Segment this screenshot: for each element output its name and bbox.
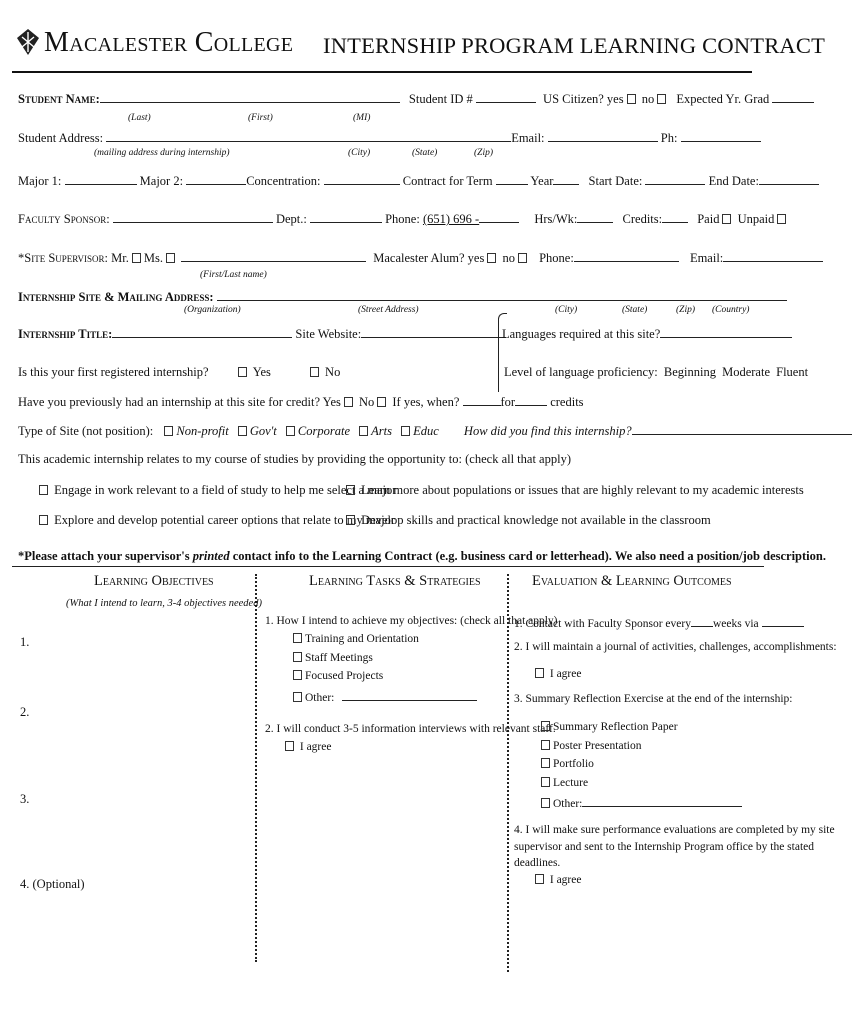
reflection-portfolio-label: Portfolio [553, 758, 594, 770]
objective-3[interactable]: 3. [20, 792, 30, 806]
website-label: Site Website: [295, 327, 362, 341]
nonprofit-checkbox[interactable] [164, 426, 173, 436]
attach-note-a: *Please attach your supervisor's [18, 549, 193, 563]
corporate-label: Corporate [297, 424, 351, 438]
credits-field[interactable] [662, 211, 688, 223]
reflection-lecture-checkbox[interactable] [541, 777, 550, 787]
address-field[interactable] [106, 130, 511, 142]
reflection-paper-checkbox[interactable] [541, 721, 550, 731]
task-staff-label: Staff Meetings [305, 652, 373, 664]
hint-mi: (MI) [353, 113, 371, 123]
tasks-agree[interactable] [282, 741, 331, 753]
grad-year-field[interactable] [772, 91, 814, 103]
proficiency-beginning[interactable]: Beginning [663, 365, 716, 379]
learning-objectives-heading: Learning Objectives [94, 573, 214, 589]
ph-label: Ph: [660, 131, 678, 145]
languages-label: Languages required at this site? [502, 327, 661, 341]
site-supervisor-label: *Site Supervisor: [18, 251, 109, 265]
hint-zip: (Zip) [474, 148, 493, 158]
eval-1-via: weeks via [712, 618, 759, 630]
reflection-poster[interactable] [538, 740, 641, 752]
eval-4 [514, 822, 835, 872]
opp-develop-checkbox[interactable] [346, 515, 355, 525]
eval-1-label: 1. Contact with Faculty Sponsor every [514, 618, 691, 630]
header-rule [12, 71, 752, 73]
hint-street: (Street Address) [358, 305, 419, 315]
college-crest-icon [16, 28, 40, 56]
task-other-field[interactable] [342, 689, 477, 701]
hint-site-state: (State) [622, 305, 648, 315]
column-divider-2 [507, 574, 509, 972]
hint-site-zip: (Zip) [676, 305, 695, 315]
internship-title-label: Internship Title: [18, 327, 113, 341]
languages-row [502, 326, 792, 342]
ms-label: Ms. [143, 251, 163, 265]
eval-4-agree-label: I agree [549, 874, 582, 886]
learning-tasks-heading: Learning Tasks & Strategies [309, 573, 481, 589]
nonprofit-label: Non-profit [176, 424, 229, 438]
site-address-field[interactable] [217, 289, 787, 301]
academic-statement: This academic internship relates to my course of studies by providing the opportunity to: (check all that apply) [18, 452, 571, 466]
arts-label: Arts [371, 424, 392, 438]
eval-2-agree-checkbox[interactable] [535, 668, 544, 678]
opp-develop[interactable] [343, 513, 711, 528]
opp-explore[interactable] [36, 513, 395, 528]
mr-label: Mr. [111, 251, 129, 265]
concentration-label: Concentration: [246, 174, 321, 188]
task-training-label: Training and Orientation [305, 633, 419, 645]
eval-via-field[interactable] [762, 615, 804, 627]
email-label: Email: [511, 131, 545, 145]
eval-2: 2. I will maintain a journal of activities, challenges, accomplishments: [514, 641, 837, 653]
reflection-paper[interactable] [538, 721, 678, 733]
objective-1[interactable]: 1. [20, 635, 30, 649]
task-other-label: Other: [305, 692, 335, 704]
unpaid-checkbox[interactable] [777, 214, 786, 224]
for-label: for [500, 395, 516, 409]
how-found-field[interactable] [632, 423, 852, 435]
previous-yes-checkbox[interactable] [344, 397, 353, 407]
hint-mailing: (mailing address during internship) [94, 148, 230, 158]
reflection-other-checkbox[interactable] [541, 798, 550, 808]
grad-year-label: Expected Yr. Grad [676, 92, 770, 106]
govt-checkbox[interactable] [238, 426, 247, 436]
task-projects-label: Focused Projects [305, 670, 384, 682]
first-internship-label: Is this your first registered internship? [18, 365, 209, 379]
alum-label: Macalester Alum? yes [373, 251, 485, 265]
first-internship-row [18, 365, 340, 380]
opp-engage-label: Engage in work relevant to a field of study to help me select a major [54, 483, 397, 497]
previous-internship-row [18, 394, 584, 410]
first-yes-checkbox[interactable] [238, 367, 247, 377]
reflection-portfolio[interactable] [538, 758, 594, 770]
supervisor-name-field[interactable] [181, 250, 366, 262]
reflection-other-field[interactable] [582, 795, 742, 807]
internship-title-row [18, 326, 506, 342]
first-yes-label: Yes [252, 365, 271, 379]
eval-2-agree[interactable] [532, 668, 581, 680]
reflection-lecture[interactable] [538, 777, 588, 789]
govt-label: Gov't [249, 424, 277, 438]
year-label: Year [530, 174, 554, 188]
major-row [18, 173, 819, 189]
attach-note [18, 549, 826, 564]
opp-develop-label: Develop skills and practical knowledge not available in the classroom [361, 513, 711, 527]
eval-4-line-1: 4. I will make sure performance evaluations are completed by my site [514, 824, 835, 836]
when-field[interactable] [463, 394, 501, 406]
student-name-label: Student Name: [18, 92, 100, 106]
student-id-label: Student ID # [408, 92, 473, 106]
end-date-field[interactable] [759, 173, 819, 185]
supervisor-phone-field[interactable] [574, 250, 679, 262]
eval-3: 3. Summary Reflection Exercise at the end of the internship: [514, 693, 793, 705]
phone-prefix: (651) 696 - [422, 212, 480, 226]
internship-title-field[interactable] [112, 326, 292, 338]
student-id-field[interactable] [476, 91, 536, 103]
previous-label: Have you previously had an internship at this site for credit? Yes [18, 395, 341, 409]
arts-checkbox[interactable] [359, 426, 368, 436]
opp-engage-checkbox[interactable] [39, 485, 48, 495]
hint-org: (Organization) [184, 305, 241, 315]
opp-learn-label: Learn more about populations or issues that are highly relevant to my academic interests [361, 483, 804, 497]
unpaid-label: Unpaid [737, 212, 775, 226]
credits-suffix: credits [550, 395, 584, 409]
mr-checkbox[interactable] [132, 253, 141, 263]
faculty-row [18, 211, 789, 227]
first-no-checkbox[interactable] [310, 367, 319, 377]
opp-explore-label: Explore and develop potential career options that relate to my major [54, 513, 395, 527]
proficiency-moderate[interactable]: Moderate [722, 365, 770, 379]
page-title: INTERNSHIP PROGRAM LEARNING CONTRACT [323, 33, 826, 58]
student-name-row [18, 91, 814, 107]
eval-4-line-3: deadlines. [514, 857, 561, 869]
hrs-field[interactable] [577, 211, 613, 223]
column-divider-1 [255, 574, 257, 962]
proficiency-label: Level of language proficiency: [504, 365, 658, 379]
previous-no-checkbox[interactable] [377, 397, 386, 407]
major2-field[interactable] [186, 173, 246, 185]
reflection-other[interactable] [538, 795, 742, 810]
site-type-label: Type of Site (not position): [18, 424, 154, 438]
corporate-checkbox[interactable] [286, 426, 295, 436]
reflection-poster-label: Poster Presentation [553, 740, 642, 752]
hint-city: (City) [348, 148, 371, 158]
faculty-label: Faculty Sponsor: [18, 212, 110, 226]
tasks-question-2: 2. I will conduct 3-5 information interviews with relevant staff. [265, 723, 556, 735]
opp-learn-checkbox[interactable] [346, 485, 355, 495]
dept-field[interactable] [310, 211, 382, 223]
previous-credits-field[interactable] [515, 394, 547, 406]
college-logo [16, 28, 40, 60]
phone-field[interactable] [479, 211, 519, 223]
major1-label: Major 1: [18, 174, 62, 188]
site-address-label: Internship Site & Mailing Address: [18, 290, 214, 304]
college-name: Macalester College [44, 27, 294, 58]
reflection-poster-checkbox[interactable] [541, 740, 550, 750]
paid-checkbox[interactable] [722, 214, 731, 224]
attach-note-printed: printed [192, 549, 230, 563]
task-projects-checkbox[interactable] [293, 670, 302, 680]
ph-field[interactable] [681, 130, 761, 142]
major1-field[interactable] [65, 173, 137, 185]
hint-site-city: (City) [555, 305, 578, 315]
language-bracket [498, 313, 507, 392]
reflection-other-label: Other: [553, 798, 583, 810]
attach-note-c: contact info to the Learning Contract (e.g. business card or letterhead). We also need a position/job description. [229, 549, 826, 563]
how-found-label: How did you find this internship? [463, 424, 632, 438]
dept-label: Dept.: [275, 212, 307, 226]
alum-no-label: no [502, 251, 515, 265]
ms-checkbox[interactable] [166, 253, 175, 263]
opp-learn[interactable] [343, 483, 804, 498]
site-supervisor-row [18, 250, 823, 266]
educ-checkbox[interactable] [401, 426, 410, 436]
section-rule [12, 566, 764, 567]
proficiency-row [504, 365, 808, 380]
address-label: Student Address: [18, 131, 104, 145]
supervisor-phone-label: Phone: [539, 251, 574, 265]
first-no-label: No [325, 365, 341, 379]
when-label: If yes, when? [392, 395, 460, 409]
task-staff-checkbox[interactable] [293, 652, 302, 662]
paid-label: Paid [697, 212, 720, 226]
hrs-label: Hrs/Wk: [534, 212, 578, 226]
reflection-paper-label: Summary Reflection Paper [553, 721, 678, 733]
objectives-hint: (What I intend to learn, 3-4 objectives needed) [66, 598, 262, 609]
citizen-yes-checkbox[interactable] [627, 94, 636, 104]
evaluation-heading: Evaluation & Learning Outcomes [532, 573, 732, 589]
term-label: Contract for Term [402, 174, 493, 188]
start-date-field[interactable] [645, 173, 705, 185]
task-projects[interactable] [290, 670, 383, 682]
task-other-checkbox[interactable] [293, 692, 302, 702]
opp-explore-checkbox[interactable] [39, 515, 48, 525]
credits-label: Credits: [622, 212, 663, 226]
website-field[interactable] [361, 326, 506, 338]
task-training[interactable] [290, 633, 419, 645]
previous-no-label: No [358, 395, 375, 409]
tasks-agree-label: I agree [299, 741, 332, 753]
eval-4-line-2: supervisor and sent to the Internship Program office by the stated [514, 840, 814, 853]
eval-2-agree-label: I agree [549, 668, 582, 680]
hint-first: (First) [248, 113, 273, 123]
faculty-field[interactable] [113, 211, 273, 223]
year-field[interactable] [553, 173, 579, 185]
tasks-agree-checkbox[interactable] [285, 741, 294, 751]
educ-label: Educ [413, 424, 439, 438]
us-citizen-label: US Citizen? yes [543, 92, 624, 106]
major2-label: Major 2: [139, 174, 184, 188]
supervisor-email-field[interactable] [723, 250, 823, 262]
email-field[interactable] [548, 130, 658, 142]
phone-label: Phone: [385, 212, 420, 226]
objective-2[interactable]: 2. [20, 705, 30, 719]
citizen-no-checkbox[interactable] [657, 94, 666, 104]
hint-last: (Last) [128, 113, 151, 123]
site-address-row [18, 289, 787, 305]
concentration-field[interactable] [324, 173, 400, 185]
hint-country: (Country) [712, 305, 750, 315]
languages-field[interactable] [660, 326, 792, 338]
hint-first-last: (First/Last name) [200, 270, 267, 280]
start-date-label: Start Date: [588, 174, 643, 188]
reflection-lecture-label: Lecture [553, 777, 589, 789]
eval-4-agree[interactable] [532, 874, 581, 886]
reflection-portfolio-checkbox[interactable] [541, 758, 550, 768]
alum-yes-checkbox[interactable] [487, 253, 496, 263]
task-staff[interactable] [290, 652, 373, 664]
alum-no-checkbox[interactable] [518, 253, 527, 263]
eval-weeks-field[interactable] [691, 615, 713, 627]
objective-4[interactable]: 4. (Optional) [20, 877, 85, 891]
site-type-row [18, 423, 852, 439]
tasks-question-1: 1. How I intend to achieve my objectives: (check all that apply) [265, 615, 558, 627]
task-other[interactable] [290, 689, 477, 704]
student-address-row [18, 130, 761, 146]
eval-4-agree-checkbox[interactable] [535, 874, 544, 884]
citizen-no-label: no [641, 92, 655, 106]
eval-1 [514, 615, 804, 630]
proficiency-fluent[interactable]: Fluent [776, 365, 809, 379]
term-field[interactable] [496, 173, 528, 185]
supervisor-email-label: Email: [689, 251, 724, 265]
end-date-label: End Date: [708, 174, 759, 188]
task-training-checkbox[interactable] [293, 633, 302, 643]
student-name-field[interactable] [100, 91, 400, 103]
hint-state: (State) [412, 148, 438, 158]
